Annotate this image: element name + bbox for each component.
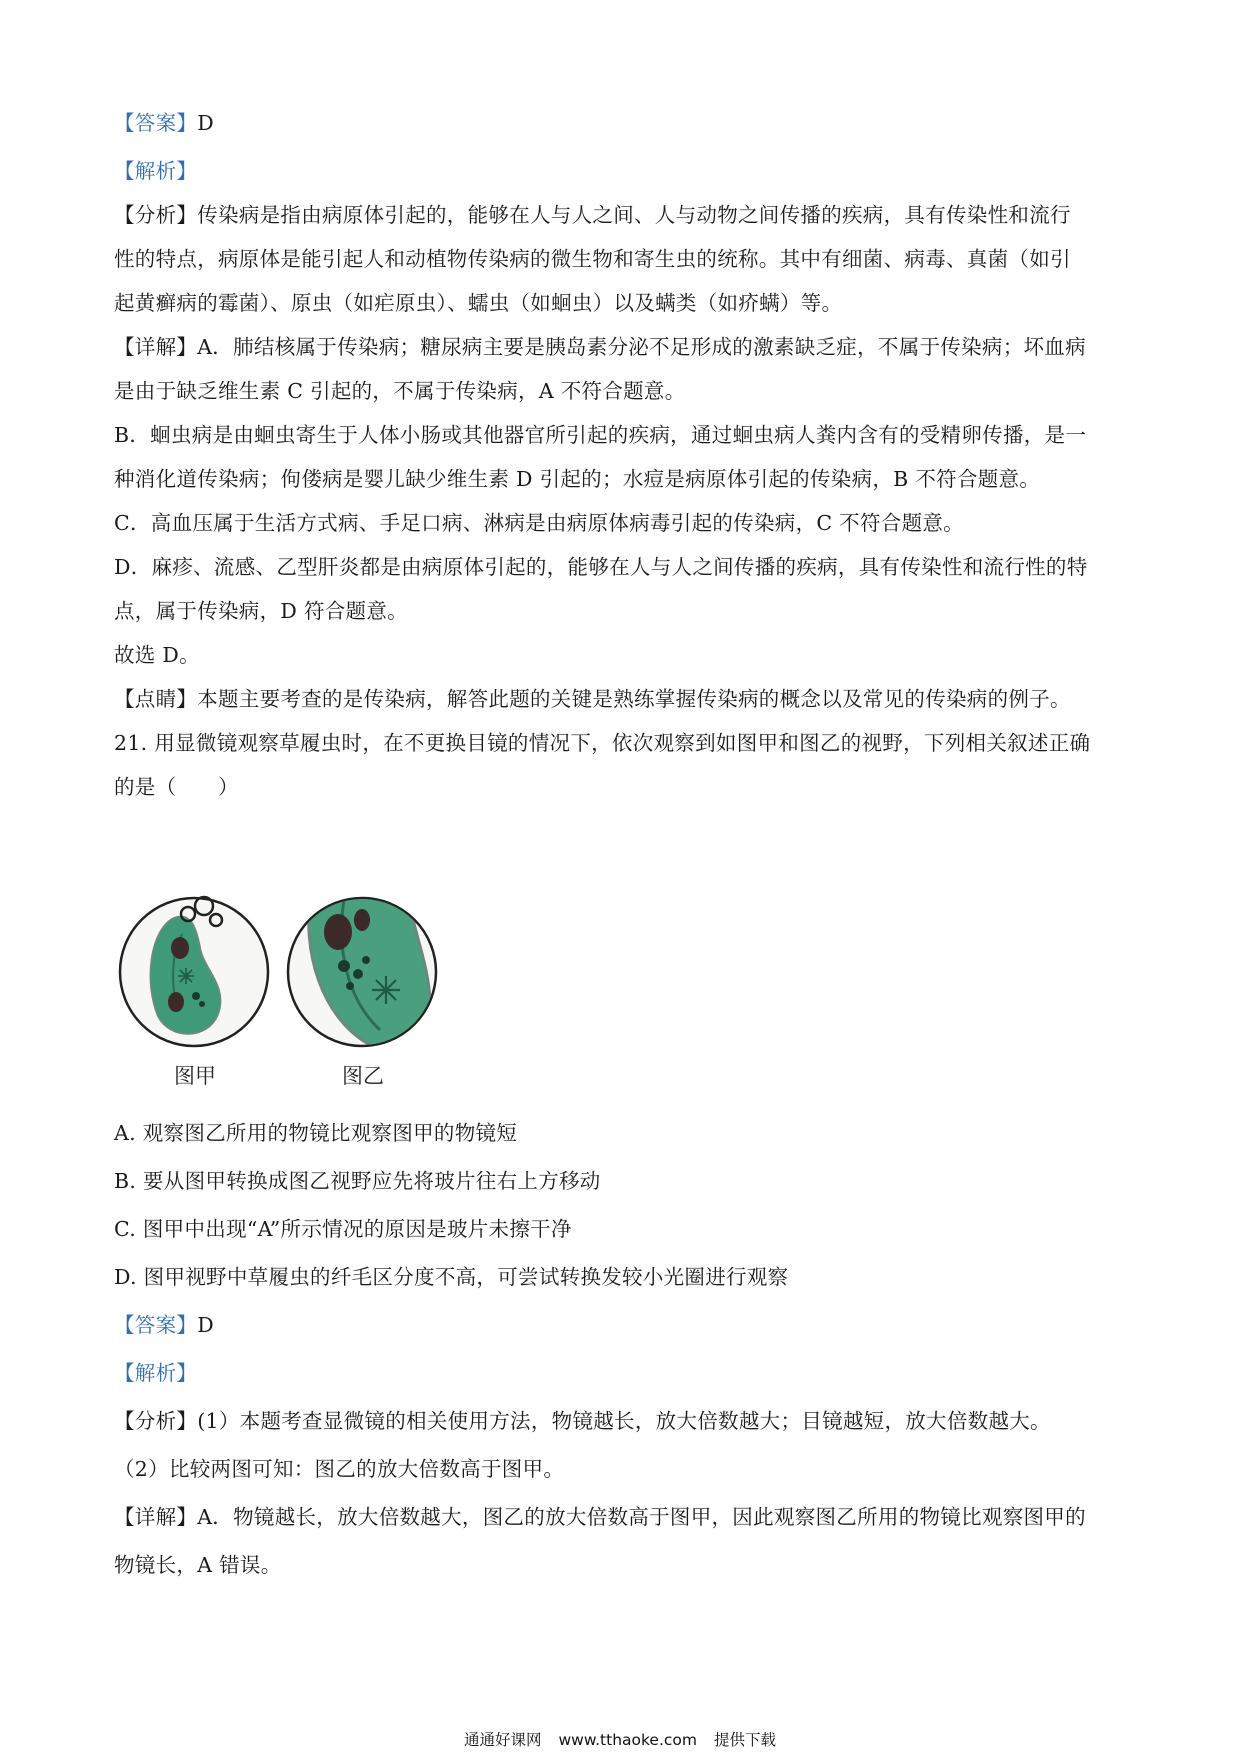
- text-line: 性的特点，病原体是能引起人和动植物传染病的微生物和寄生虫的统称。其中有细菌、病毒、真菌（如引: [114, 247, 1071, 271]
- text-line: 的是（ ）: [114, 775, 239, 799]
- option-d: D. 图甲视野中草履虫的纤毛区分度不高，可尝试转换发较小光圈进行观察: [114, 1265, 789, 1289]
- paramecium-illustration: [112, 890, 452, 1060]
- text-line: 起黄癣病的霉菌）、原虫（如疟原虫）、蠕虫（如蛔虫）以及螨类（如疥螨）等。: [114, 291, 843, 315]
- text-line: 【详解】A．肺结核属于传染病；糖尿病主要是胰岛素分泌不足形成的激素缺乏症，不属于传染病；坏血病: [114, 335, 1086, 359]
- option-b: B. 要从图甲转换成图乙视野应先将玻片往右上方移动: [114, 1169, 601, 1193]
- text-line: 【点睛】本题主要考查的是传染病，解答此题的关键是熟练掌握传染病的概念以及常见的传染病的例子。: [114, 687, 1071, 711]
- option-c: C. 图甲中出现“A”所示情况的原因是玻片未擦干净: [114, 1217, 572, 1241]
- answer-line: 【答案】D: [114, 111, 214, 135]
- text-line: （2）比较两图可知：图乙的放大倍数高于图甲。: [114, 1457, 565, 1481]
- text-line: 种消化道传染病；佝偻病是婴儿缺少维生素 D 引起的；水痘是病原体引起的传染病，B 不符合题意。: [114, 467, 1041, 491]
- text-line: 【分析】传染病是指由病原体引起的，能够在人与人之间、人与动物之间传播的疾病，具有传染性和流行: [114, 203, 1071, 227]
- text-line: C．高血压属于生活方式病、手足口病、淋病是由病原体病毒引起的传染病，C 不符合题意。: [114, 511, 964, 535]
- analysis-heading: 【解析】: [114, 159, 198, 183]
- text-line: B．蛔虫病是由蛔虫寄生于人体小肠或其他器官所引起的疾病，通过蛔虫病人粪内含有的受精卵传播，是一: [114, 423, 1087, 447]
- text-line: 是由于缺乏维生素 C 引起的，不属于传染病，A 不符合题意。: [114, 379, 686, 403]
- answer-line: 【答案】D: [114, 1313, 214, 1337]
- figure-caption-jia: 图甲: [174, 1064, 216, 1088]
- text-line: 【详解】A．物镜越长，放大倍数越大，图乙的放大倍数高于图甲，因此观察图乙所用的物镜比观察图甲的: [114, 1505, 1086, 1529]
- text-line: D．麻疹、流感、乙型肝炎都是由病原体引起的，能够在人与人之间传播的疾病，具有传染性和流行性的特: [114, 555, 1088, 579]
- text-line: 故选 D。: [114, 643, 200, 667]
- figure-caption-yi: 图乙: [342, 1064, 384, 1088]
- microscope-figure: [112, 890, 452, 1100]
- text-line: 点，属于传染病，D 符合题意。: [114, 599, 408, 623]
- option-a: A. 观察图乙所用的物镜比观察图甲的物镜短: [114, 1121, 518, 1145]
- footer-note: 提供下载: [713, 1731, 776, 1749]
- text-line: 【分析】(1）本题考查显微镜的相关使用方法，物镜越长，放大倍数越大；目镜越短，放大倍数越大。: [114, 1409, 1051, 1433]
- footer-url[interactable]: www.tthaoke.com: [558, 1731, 697, 1749]
- question-21: 21. 用显微镜观察草履虫时，在不更换目镜的情况下，依次观察到如图甲和图乙的视野，下列相关叙述正确: [114, 731, 1091, 755]
- text-line: 物镜长，A 错误。: [114, 1553, 282, 1577]
- analysis-heading: 【解析】: [114, 1361, 198, 1385]
- page-footer: [0, 1728, 1240, 1750]
- footer-site: 通通好课网: [464, 1731, 542, 1749]
